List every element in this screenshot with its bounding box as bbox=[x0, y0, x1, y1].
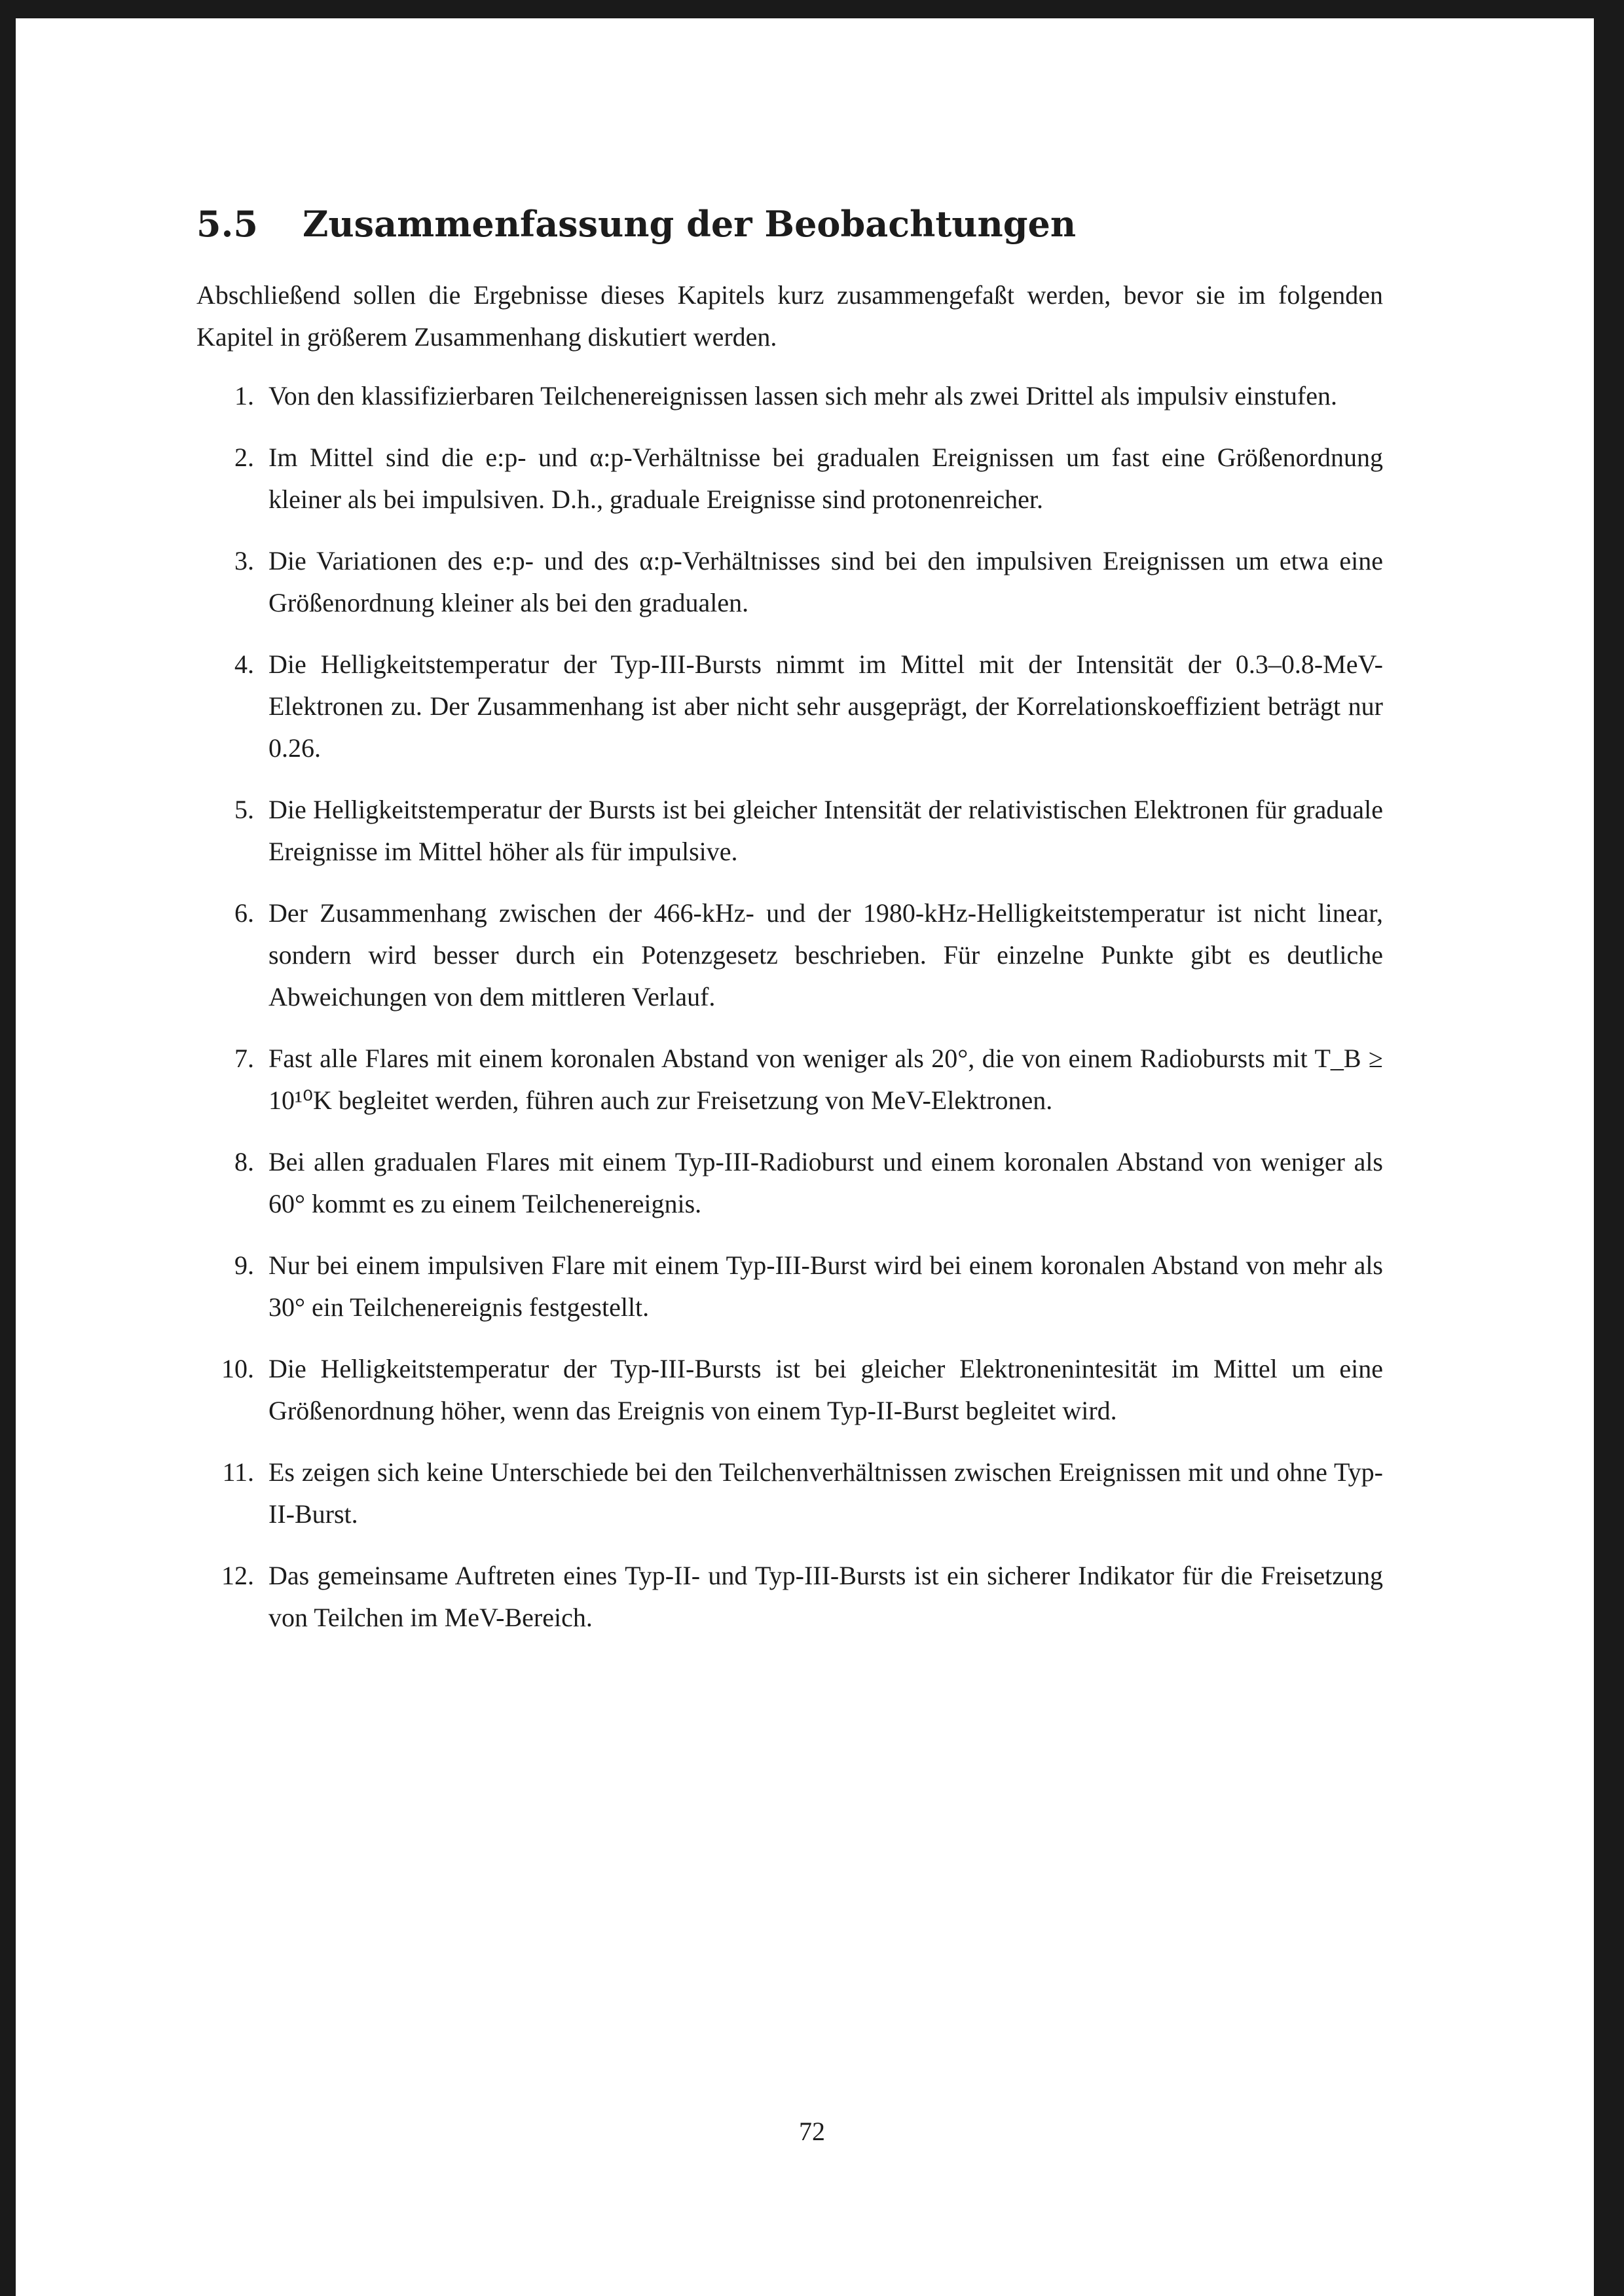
list-item bbox=[196, 1141, 1383, 1225]
scan-border-right bbox=[1594, 0, 1624, 2296]
page-number: 72 bbox=[799, 2117, 825, 2146]
list-item-text: Bei allen gradualen Flares mit einem Typ-III-Radioburst und einem koronalen Abstand von weniger als 60° kommt es zu einem Teilchenereignis. bbox=[268, 1146, 1383, 1218]
scan-border-left bbox=[0, 0, 16, 2296]
list-item-text: Von den klassifizierbaren Teilchenereignissen lassen sich mehr als zwei Drittel als impulsiv einstufen. bbox=[268, 380, 1337, 410]
list-item-text: Fast alle Flares mit einem koronalen Abstand von weniger als 20°, die von einem Radiobursts mit T_B ≥ 10¹⁰K begleitet werden, führen auch zur Freisetzung von MeV-Elektronen. bbox=[268, 1043, 1383, 1115]
section-number: 5.5 bbox=[196, 203, 258, 245]
list-item-number: 1. bbox=[234, 380, 254, 410]
list-item-text: Es zeigen sich keine Unterschiede bei den Teilchenverhältnissen zwischen Ereignissen mit und ohne Typ-II-Burst. bbox=[268, 1457, 1383, 1529]
list-item-number: 11. bbox=[222, 1457, 254, 1487]
list-item bbox=[196, 1348, 1383, 1432]
list-item-text: Nur bei einem impulsiven Flare mit einem Typ-III-Burst wird bei einem koronalen Abstand von mehr als 30° ein Teilchenereignis festgestellt. bbox=[268, 1250, 1383, 1322]
list-item-number: 2. bbox=[234, 442, 254, 472]
scan-border-top bbox=[0, 0, 1624, 18]
page-content bbox=[196, 203, 1383, 1658]
list-item-text: Im Mittel sind die e:p- und α:p-Verhältnisse bei gradualen Ereignissen um fast eine Größenordnung kleiner als bei impulsiven. D.h., graduale Ereignisse sind protonenreicher. bbox=[268, 442, 1383, 514]
list-item-text: Die Helligkeitstemperatur der Typ-III-Bursts ist bei gleicher Elektronenintesität im Mittel um eine Größenordnung höher, wenn das Ereignis von einem Typ-II-Burst begleitet wird. bbox=[268, 1353, 1383, 1425]
list-item bbox=[196, 1451, 1383, 1535]
section-heading bbox=[196, 203, 1383, 246]
list-item-text: Der Zusammenhang zwischen der 466-kHz- und der 1980-kHz-Helligkeitstemperatur ist nicht linear, sondern wird besser durch ein Potenzgesetz beschrieben. Für einzelne Punkte gibt es deutliche Abweichungen von dem mittleren Verlauf. bbox=[268, 898, 1383, 1011]
intro-paragraph: Abschließend sollen die Ergebnisse dieses Kapitels kurz zusammengefaßt werden, bevor sie im folgenden Kapitel in größerem Zusammenhang diskutiert werden. bbox=[196, 280, 1383, 352]
list-item-number: 12. bbox=[221, 1560, 254, 1590]
list-item-number: 5. bbox=[234, 794, 254, 824]
list-item-number: 4. bbox=[234, 649, 254, 679]
list-item bbox=[196, 1555, 1383, 1639]
summary-list bbox=[196, 375, 1383, 1639]
list-item bbox=[196, 644, 1383, 769]
list-item-number: 9. bbox=[234, 1250, 254, 1280]
list-item-number: 7. bbox=[234, 1043, 254, 1073]
list-item bbox=[196, 789, 1383, 873]
list-item bbox=[196, 892, 1383, 1018]
list-item-number: 6. bbox=[234, 898, 254, 928]
list-item bbox=[196, 540, 1383, 624]
list-item bbox=[196, 437, 1383, 520]
list-item-text: Das gemeinsame Auftreten eines Typ-II- und Typ-III-Bursts ist ein sicherer Indikator für die Freisetzung von Teilchen im MeV-Bereich. bbox=[268, 1560, 1383, 1632]
list-item-number: 10. bbox=[221, 1353, 254, 1383]
list-item bbox=[196, 1245, 1383, 1328]
list-item-text: Die Variationen des e:p- und des α:p-Verhältnisses sind bei den impulsiven Ereignissen um etwa eine Größenordnung kleiner als bei den gradualen. bbox=[268, 545, 1383, 617]
section-title: Zusammenfassung der Beobachtungen bbox=[303, 203, 1077, 245]
list-item bbox=[196, 1038, 1383, 1121]
list-item-text: Die Helligkeitstemperatur der Bursts ist bei gleicher Intensität der relativistischen Elektronen für graduale Ereignisse im Mittel höher als für impulsive. bbox=[268, 794, 1383, 866]
list-item-number: 8. bbox=[234, 1146, 254, 1176]
list-item-number: 3. bbox=[234, 545, 254, 575]
list-item-text: Die Helligkeitstemperatur der Typ-III-Bursts nimmt im Mittel mit der Intensität der 0.3–0.8-MeV-Elektronen zu. Der Zusammenhang ist aber nicht sehr ausgeprägt, der Korrelationskoeffizient beträgt nur 0.26. bbox=[268, 649, 1383, 763]
list-item bbox=[196, 375, 1383, 417]
